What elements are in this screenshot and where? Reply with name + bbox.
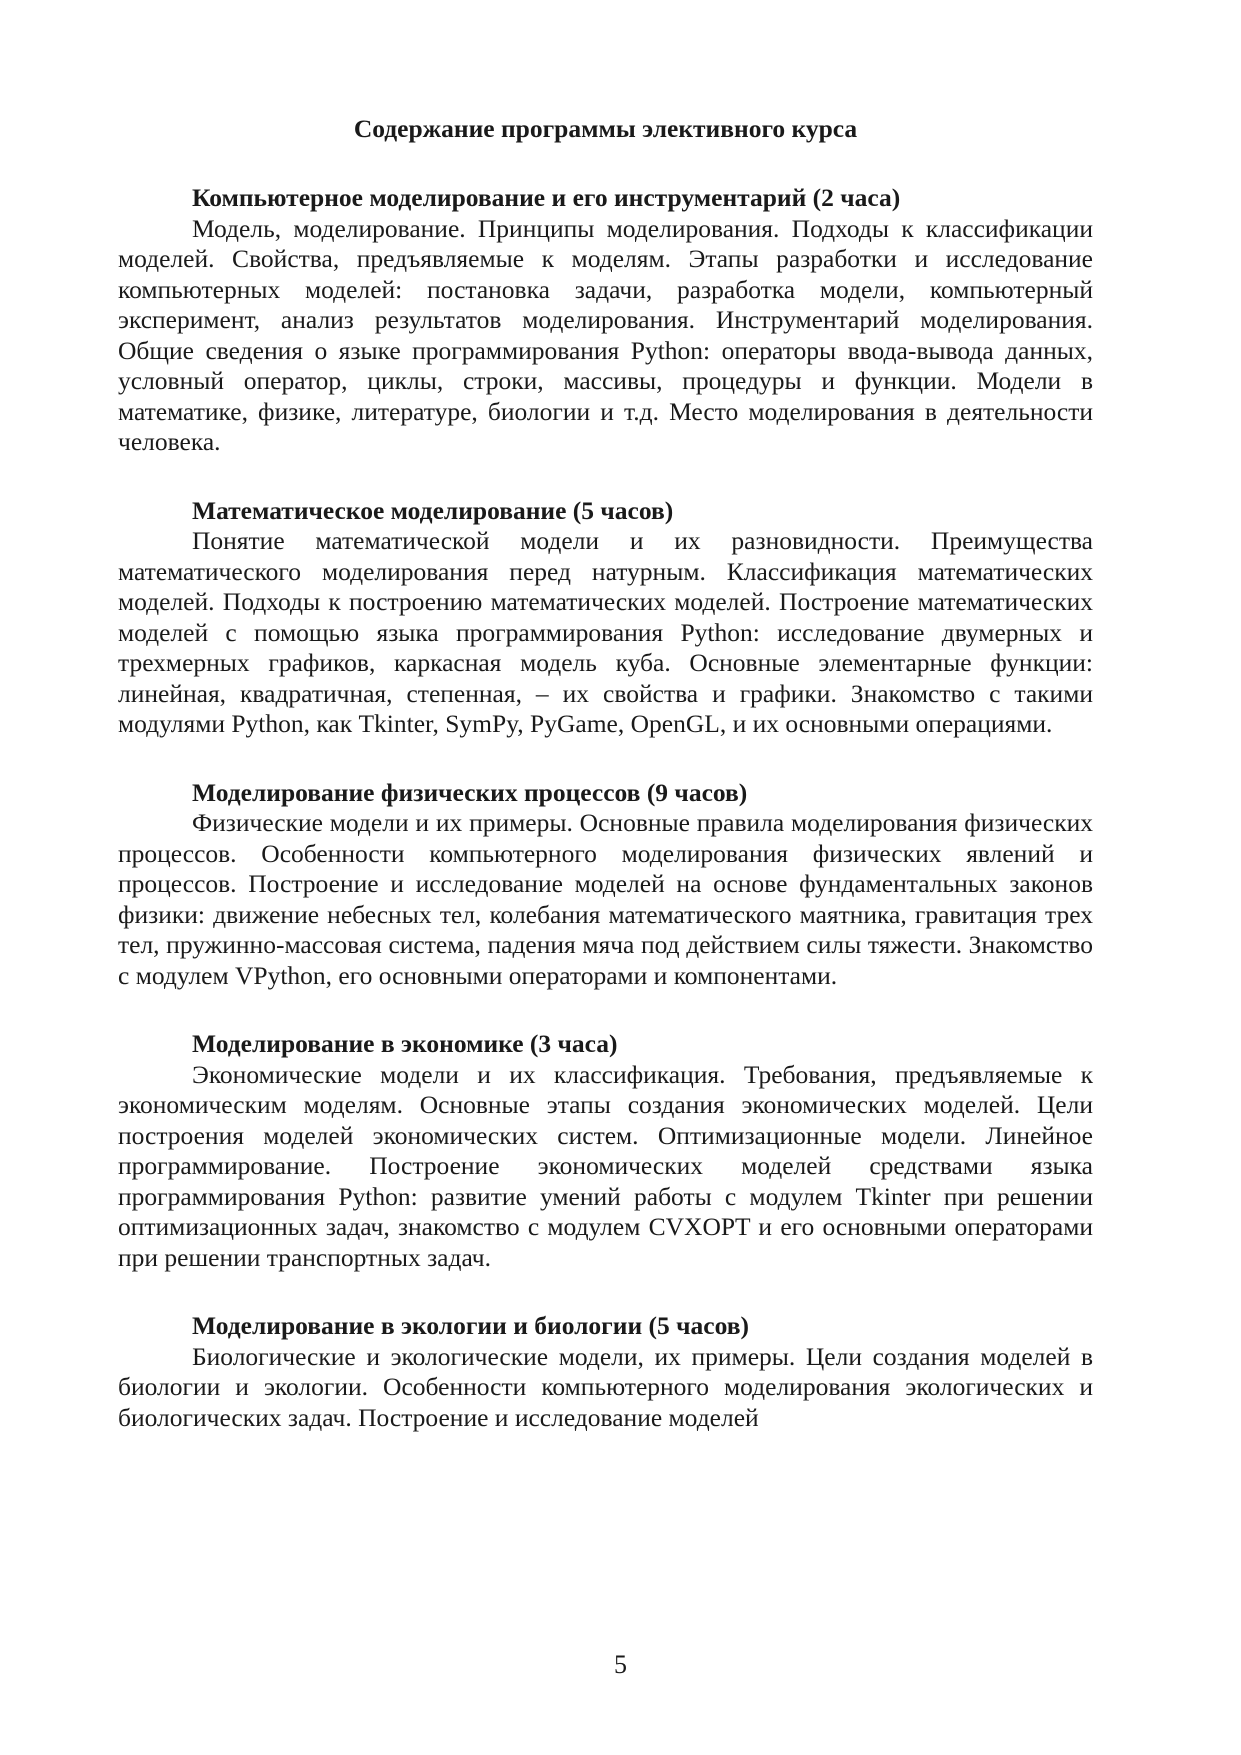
section-economics-modeling (118, 1029, 1093, 1273)
section-body: Биологические и экологические модели, их примеры. Цели создания моделей в биологии и экологии. Особенности компьютерного моделирования экологических и биологических задач. Построение и исследование моделей (118, 1341, 1093, 1432)
section-heading: Моделирование физических процессов (9 часов) (192, 777, 748, 807)
section-heading: Математическое моделирование (5 часов) (192, 495, 674, 525)
section-ecology-biology-modeling (118, 1311, 1093, 1433)
section-body: Понятие математической модели и их разновидности. Преимущества математического моделирования перед натурным. Классификация математических моделей. Подходы к построению математических моделей. Построение математических моделей с помощью языка программирования Python: исследование двумерных и трехмерных графиков, каркасная модель куба. Основные элементарные функции: линейная, квадратичная, степенная, – их свойства и графики. Знакомство с такими модулями Python, как Tkinter, SymPy, PyGame, OpenGL, и их основными операциями. (118, 526, 1093, 738)
page-number: 5 (614, 1650, 627, 1679)
section-body: Физические модели и их примеры. Основные правила моделирования физических процессов. Особенности компьютерного моделирования физических явлений и процессов. Построение и исследование моделей на основе фундаментальных законов физики: движение небесных тел, колебания математического маятника, гравитация трех тел, пружинно-массовая система, падения мяча под действием силы тяжести. Знакомство с модулем VPython, его основными операторами и компонентами. (118, 808, 1093, 990)
document-page (118, 112, 1093, 1471)
section-physics-modeling (118, 778, 1093, 992)
document-title: Содержание программы элективного курса (353, 114, 858, 143)
section-heading: Компьютерное моделирование и его инструментарий (2 часа) (192, 183, 901, 212)
section-computer-modeling (118, 183, 1093, 458)
section-heading: Моделирование в экологии и биологии (5 часов) (192, 1311, 749, 1340)
section-body: Экономические модели и их классификация. Требования, предъявляемые к экономическим моделям. Основные этапы создания экономических моделей. Цели построения моделей экономических систем. Оптимизационные модели. Линейное программирование. Построение экономических моделей средствами языка программирования Python: развитие умений работы с модулем Tkinter при решении оптимизационных задач, знакомство с модулем CVXOPT и его основными операторами при решении транспортных задач. (118, 1059, 1093, 1272)
section-math-modeling (118, 496, 1093, 740)
section-heading: Моделирование в экономике (3 часа) (192, 1029, 618, 1058)
section-body: Модель, моделирование. Принципы моделирования. Подходы к классификации моделей. Свойства, предъявляемые к моделям. Этапы разработки и исследование компьютерных моделей: постановка задачи, разработка модели, компьютерный эксперимент, анализ результатов моделирования. Инструментарий моделирования. Общие сведения о языке программирования Python: операторы ввода-вывода данных, условный оператор, циклы, строки, массивы, процедуры и функции. Модели в математике, физике, литературе, биологии и т.д. Место моделирования в деятельности человека. (118, 213, 1093, 456)
